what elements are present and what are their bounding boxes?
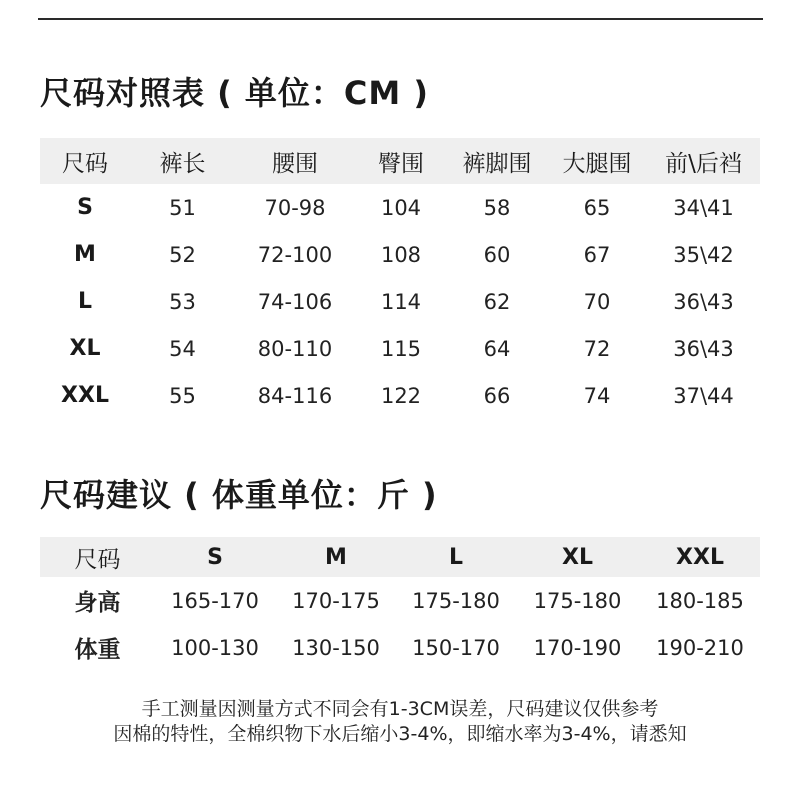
table-cell: 150-170 xyxy=(412,635,500,660)
table-cell: 36\43 xyxy=(673,289,734,314)
table-cell: 51 xyxy=(169,195,196,220)
header-pants-length: 裤长 xyxy=(159,150,206,177)
table-cell: 35\42 xyxy=(673,242,734,267)
size-recommendation-title: 尺码建议 ( 体重单位：斤 ) xyxy=(40,476,438,514)
header-thigh: 大腿围 xyxy=(562,150,632,177)
table-cell: 175-180 xyxy=(533,588,622,613)
header-waist: 腰围 xyxy=(272,150,318,177)
header-size: 尺码 xyxy=(62,150,108,177)
table-cell: 67 xyxy=(583,242,611,267)
row-label-weight: 体重 xyxy=(74,637,121,663)
table-row xyxy=(40,231,760,278)
top-divider xyxy=(38,18,763,20)
weight-row xyxy=(40,624,760,671)
table-cell: 55 xyxy=(169,383,196,408)
table-row xyxy=(40,325,760,372)
table-cell: 100-130 xyxy=(171,635,259,660)
height-row xyxy=(40,577,760,624)
header-size-m: M xyxy=(325,544,347,570)
table-cell: 72 xyxy=(583,336,611,361)
size-label: S xyxy=(77,195,93,220)
table-cell: 170-175 xyxy=(292,588,380,613)
table-cell: 72-100 xyxy=(257,242,333,267)
table-cell: 190-210 xyxy=(656,635,744,660)
table-cell: 170-190 xyxy=(533,635,622,660)
recommendation-header-row xyxy=(40,537,760,577)
table-cell: 104 xyxy=(380,195,422,220)
table-cell: 84-116 xyxy=(257,383,333,408)
table-cell: 66 xyxy=(483,383,511,408)
table-cell: 80-110 xyxy=(257,336,333,361)
header-size-l: L xyxy=(448,544,464,570)
size-label: XL xyxy=(69,336,101,361)
table-cell: 53 xyxy=(169,289,196,314)
table-cell: 74-106 xyxy=(257,289,333,314)
table-cell: 165-170 xyxy=(171,588,259,613)
header-rise: 前\后裆 xyxy=(665,150,742,177)
table-cell: 74 xyxy=(583,383,611,408)
size-recommendation-table xyxy=(40,537,760,671)
table-cell: 175-180 xyxy=(412,588,500,613)
table-cell: 60 xyxy=(483,242,511,267)
table-cell: 108 xyxy=(380,242,422,267)
size-chart-table xyxy=(40,138,760,419)
table-cell: 34\41 xyxy=(673,195,734,220)
size-label: XXL xyxy=(61,383,109,408)
table-cell: 115 xyxy=(380,336,422,361)
measurement-note: 手工测量因测量方式不同会有1-3CM误差，尺码建议仅供参考 xyxy=(141,698,659,720)
table-cell: 54 xyxy=(169,336,196,361)
table-cell: 65 xyxy=(583,195,611,220)
size-chart-title: 尺码对照表 ( 单位：CM ) xyxy=(40,74,430,112)
table-cell: 37\44 xyxy=(673,383,734,408)
table-cell: 114 xyxy=(380,289,422,314)
shrinkage-note: 因棉的特性，全棉织物下水后缩小3-4%，即缩水率为3-4%，请悉知 xyxy=(113,723,687,745)
table-cell: 58 xyxy=(483,195,511,220)
table-row xyxy=(40,372,760,419)
table-cell: 70-98 xyxy=(264,195,326,220)
table-cell: 130-150 xyxy=(292,635,380,660)
table-cell: 36\43 xyxy=(673,336,734,361)
size-chart-header-row xyxy=(40,138,760,184)
header-leg-opening: 裤脚围 xyxy=(462,150,532,177)
size-label: L xyxy=(77,289,93,314)
header-hip: 臀围 xyxy=(378,150,424,177)
header-size-xxl: XXL xyxy=(676,544,724,570)
table-cell: 122 xyxy=(380,383,422,408)
header-size-xl: XL xyxy=(562,544,593,570)
table-cell: 62 xyxy=(483,289,511,314)
table-cell: 52 xyxy=(169,242,196,267)
header-size: 尺码 xyxy=(74,546,121,573)
header-size-s: S xyxy=(207,544,223,570)
table-cell: 180-185 xyxy=(656,588,744,613)
table-cell: 64 xyxy=(483,336,511,361)
table-row xyxy=(40,278,760,325)
table-cell: 70 xyxy=(583,289,611,314)
table-row xyxy=(40,184,760,231)
size-label: M xyxy=(74,242,96,267)
row-label-height: 身高 xyxy=(74,590,121,616)
